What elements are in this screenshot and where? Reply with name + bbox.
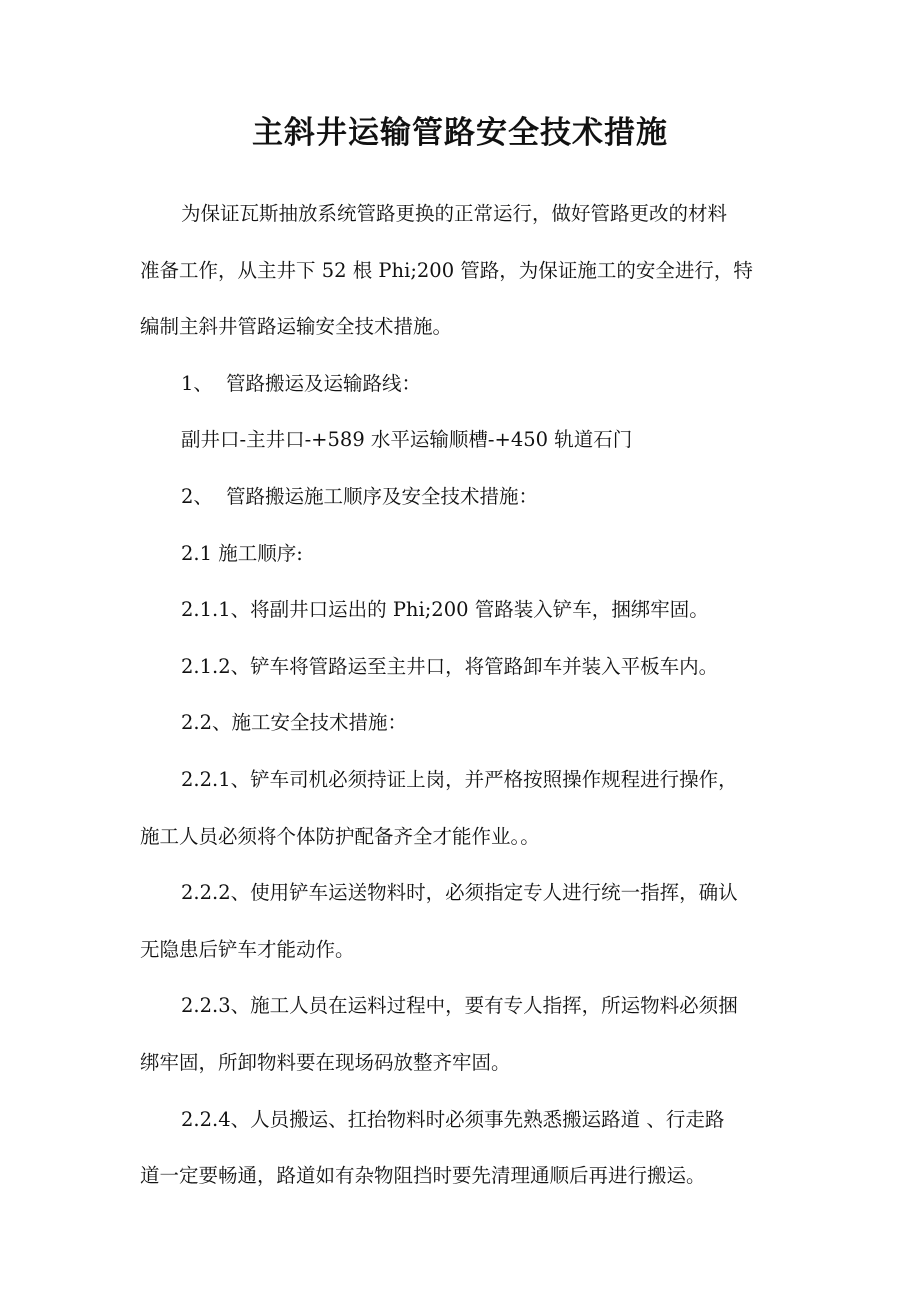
item-2-2-4-line-2: 道一定要畅通，路道如有杂物阻挡时要先清理通顺后再进行搬运。	[140, 1164, 706, 1188]
item-2-1-2: 2.1.2、铲车将管路运至主井口，将管路卸车并装入平板车内。	[181, 654, 719, 678]
subsection-2-2: 2.2、施工安全技术措施：	[181, 711, 408, 735]
intro-line-1: 为保证瓦斯抽放系统管路更换的正常运行，做好管路更改的材料	[181, 202, 728, 225]
intro-line-3: 编制主斜井管路运输安全技术措施。	[140, 315, 453, 339]
item-2-2-4-line-1: 2.2.4、人员搬运、扛抬物料时必须事先熟悉搬运路道 、行走路	[181, 1107, 725, 1131]
route-line: 副井口-主井口-+589 水平运输顺槽-+450 轨道石门	[181, 428, 633, 452]
item-2-1-1: 2.1.1、将副井口运出的 Phi;200 管路装入铲车，捆绑牢固。	[181, 598, 709, 622]
intro-line-2: 准备工作，从主井下 52 根 Phi;200 管路，为保证施工的安全进行，特	[140, 258, 753, 282]
item-2-2-1-line-1: 2.2.1、铲车司机必须持证上岗，并严格按照操作规程进行操作，	[181, 767, 738, 791]
item-2-2-1-line-2: 施工人员必须将个体防护配备齐全才能作业。。	[140, 824, 540, 848]
document-title: 主斜井运输管路安全技术措施	[252, 115, 668, 151]
section-1-number: 1、	[181, 371, 213, 395]
section-2-number: 2、	[181, 484, 213, 508]
section-2-title: 管路搬运施工顺序及安全技术措施：	[226, 484, 539, 508]
item-2-2-3-line-2: 绑牢固，所卸物料要在现场码放整齐牢固。	[140, 1050, 511, 1074]
item-2-2-2-line-1: 2.2.2、使用铲车运送物料时，必须指定专人进行统一指挥，确认	[181, 881, 738, 905]
subsection-2-1: 2.1 施工顺序:	[181, 541, 303, 565]
document-body	[140, 186, 800, 1205]
section-1-title: 管路搬运及运输路线：	[226, 371, 422, 395]
item-2-2-3-line-1: 2.2.3、施工人员在运料过程中，要有专人指挥，所运物料必须捆	[181, 994, 738, 1018]
section-1-heading	[140, 356, 800, 413]
section-2-heading	[140, 469, 800, 526]
item-2-2-2-line-2: 无隐患后铲车才能动作。	[140, 937, 355, 961]
